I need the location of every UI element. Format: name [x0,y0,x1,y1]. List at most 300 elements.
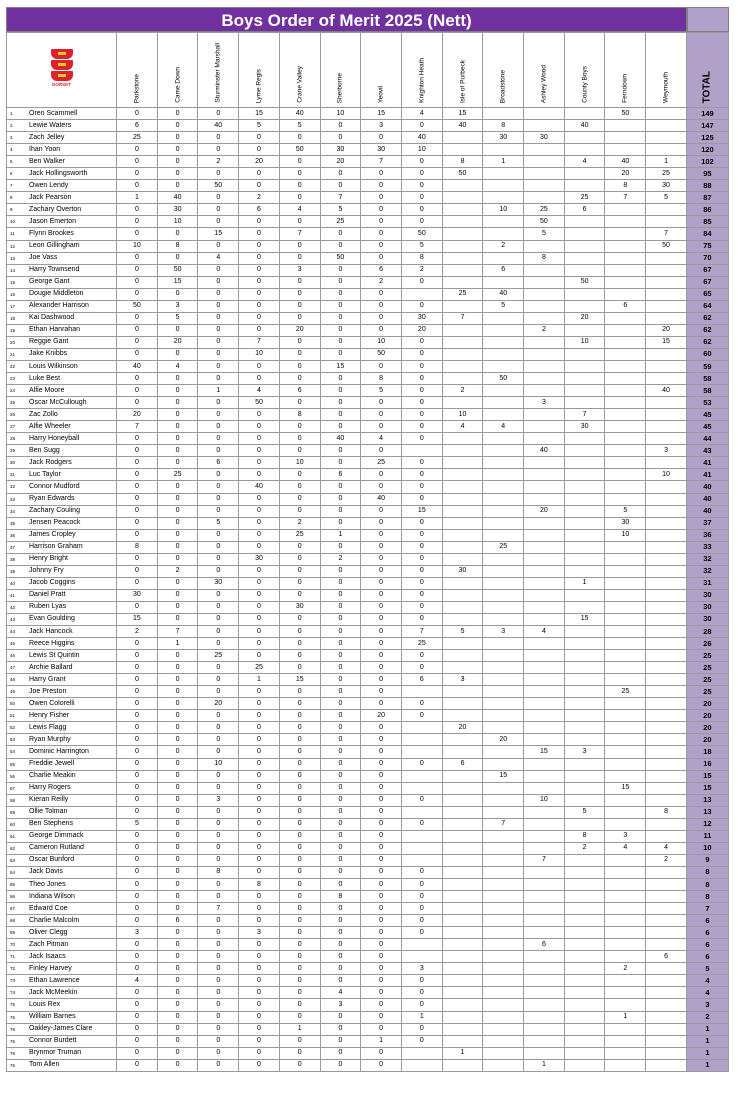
rank-number: 43 [10,616,16,622]
score-cell [442,806,483,818]
total-cell: 7 [686,903,728,915]
score-cell: 0 [239,722,280,734]
score-cell: 6 [157,915,198,927]
player-cell [7,746,117,758]
score-cell: 0 [198,553,239,565]
score-cell [524,758,565,770]
score-cell: 0 [157,1047,198,1059]
score-cell [483,565,524,577]
score-cell [605,348,646,360]
score-cell [564,240,605,252]
score-cell: 3 [279,264,320,276]
score-cell [483,927,524,939]
score-cell: 0 [198,108,239,120]
score-cell: 0 [320,348,361,360]
score-cell [564,517,605,529]
score-cell: 0 [239,794,280,806]
score-cell: 0 [198,638,239,650]
score-cell: 0 [401,601,442,613]
score-cell: 0 [320,830,361,842]
rank-number: 3 [10,135,13,141]
score-cell: 0 [320,866,361,878]
total-cell: 40 [686,493,728,505]
score-cell: 0 [157,674,198,686]
score-cell [524,842,565,854]
score-cell: 4 [401,108,442,120]
score-cell: 5 [564,806,605,818]
score-cell: 0 [198,674,239,686]
score-cell: 0 [401,156,442,168]
score-cell: 0 [198,1047,239,1059]
rank-number: 18 [10,315,16,321]
score-cell [646,529,687,541]
score-cell: 15 [320,360,361,372]
score-cell: 30 [524,132,565,144]
score-cell: 7 [646,228,687,240]
score-cell [483,577,524,589]
score-cell: 0 [117,445,158,457]
score-cell: 50 [442,168,483,180]
table-row [7,589,729,601]
score-cell: 0 [320,903,361,915]
score-cell: 0 [239,613,280,625]
score-cell: 0 [279,975,320,987]
score-cell: 0 [279,565,320,577]
score-cell: 0 [320,674,361,686]
score-cell: 0 [117,951,158,963]
score-cell: 15 [483,770,524,782]
rank-number: 5 [10,159,13,165]
score-cell: 0 [117,1011,158,1023]
score-cell [483,445,524,457]
total-cell: 67 [686,276,728,288]
score-cell: 40 [320,433,361,445]
score-cell [524,866,565,878]
score-cell: 0 [239,360,280,372]
player-name: Jensen Peacock [29,519,81,527]
score-cell: 3 [117,927,158,939]
player-cell [7,577,117,589]
score-cell: 0 [279,927,320,939]
score-cell: 0 [117,577,158,589]
score-cell: 20 [279,324,320,336]
total-cell: 15 [686,782,728,794]
total-cell: 41 [686,469,728,481]
score-cell: 0 [320,421,361,433]
player-name: Alexander Harrison [29,302,89,310]
column-header-label: Broadstone [499,69,507,103]
player-cell [7,710,117,722]
score-cell [605,999,646,1011]
rank-number: 49 [10,689,16,695]
score-cell: 5 [483,300,524,312]
score-cell: 0 [279,192,320,204]
score-cell [483,252,524,264]
score-cell [646,746,687,758]
score-cell [564,903,605,915]
column-header [239,33,280,108]
score-cell: 10 [279,457,320,469]
score-cell [524,879,565,891]
table-row [7,288,729,300]
column-header-label: Weymouth [662,72,670,103]
score-cell [605,589,646,601]
score-cell [564,915,605,927]
score-cell: 0 [157,481,198,493]
total-cell: 1 [686,1023,728,1035]
score-cell: 0 [239,963,280,975]
score-cell [564,963,605,975]
score-cell [646,1035,687,1047]
score-cell: 0 [239,842,280,854]
rank-number: 16 [10,291,16,297]
score-cell [605,541,646,553]
score-cell: 0 [361,722,402,734]
score-cell: 7 [524,854,565,866]
score-cell: 0 [361,541,402,553]
score-cell: 10 [198,758,239,770]
score-cell: 40 [157,192,198,204]
player-name: Oakley-James Clare [29,1025,93,1033]
table-row [7,1059,729,1071]
score-cell [442,866,483,878]
score-cell [564,999,605,1011]
score-cell: 6 [117,120,158,132]
table-row [7,276,729,288]
table-row [7,879,729,891]
score-cell: 0 [361,698,402,710]
score-cell: 0 [401,698,442,710]
total-cell: 40 [686,481,728,493]
score-cell: 0 [239,240,280,252]
score-cell [442,397,483,409]
score-cell: 0 [198,541,239,553]
score-cell: 0 [117,204,158,216]
score-cell: 0 [239,999,280,1011]
score-cell: 0 [361,842,402,854]
player-cell [7,842,117,854]
score-cell: 0 [361,891,402,903]
total-cell: 58 [686,385,728,397]
score-cell [605,385,646,397]
score-cell: 0 [279,987,320,999]
score-cell: 4 [524,626,565,638]
score-cell: 10 [564,336,605,348]
player-cell [7,565,117,577]
score-cell: 0 [320,746,361,758]
total-header-label: TOTAL [701,70,713,103]
player-cell [7,529,117,541]
table-row [7,891,729,903]
rank-number: 32 [10,484,16,490]
player-name: Henry Fisher [29,711,70,719]
score-cell [442,987,483,999]
score-cell: 15 [361,108,402,120]
player-name: Lewie Waters [29,121,72,129]
score-cell: 8 [361,373,402,385]
score-cell: 4 [442,421,483,433]
score-cell: 0 [117,288,158,300]
score-cell: 0 [401,120,442,132]
rank-number: 38 [10,556,16,562]
score-cell [564,951,605,963]
player-cell [7,373,117,385]
score-cell: 25 [320,216,361,228]
score-cell: 1 [605,1011,646,1023]
player-cell [7,613,117,625]
score-cell [646,517,687,529]
score-cell: 0 [239,312,280,324]
score-cell: 4 [320,987,361,999]
score-cell: 0 [157,927,198,939]
score-cell: 0 [157,385,198,397]
rank-number: 13 [10,255,16,261]
score-cell: 0 [198,951,239,963]
score-cell: 0 [157,866,198,878]
rank-number: 46 [10,653,16,659]
score-cell [524,951,565,963]
rank-number: 54 [10,749,16,755]
score-cell: 0 [239,180,280,192]
score-cell: 0 [279,698,320,710]
score-cell: 0 [157,421,198,433]
score-cell: 0 [117,348,158,360]
score-cell: 0 [239,698,280,710]
score-cell: 0 [239,421,280,433]
score-cell: 30 [157,204,198,216]
score-cell: 0 [117,650,158,662]
score-cell [524,348,565,360]
player-cell [7,204,117,216]
rank-number: 34 [10,508,16,514]
score-cell [564,397,605,409]
score-cell: 0 [239,951,280,963]
score-cell: 8 [320,891,361,903]
score-cell: 0 [198,397,239,409]
score-cell [483,698,524,710]
score-cell: 1 [524,1059,565,1071]
rank-number: 36 [10,532,16,538]
player-name: Daniel Pratt [29,591,66,599]
score-cell: 0 [279,939,320,951]
score-cell: 0 [361,180,402,192]
score-cell: 0 [157,746,198,758]
score-cell [524,638,565,650]
score-cell [646,674,687,686]
score-cell: 5 [117,818,158,830]
score-cell [442,734,483,746]
score-cell: 0 [279,626,320,638]
player-cell [7,493,117,505]
score-cell: 0 [279,348,320,360]
player-cell [7,120,117,132]
score-cell: 0 [157,770,198,782]
score-cell: 0 [157,854,198,866]
score-cell: 0 [198,288,239,300]
table-row [7,987,729,999]
score-cell: 0 [361,903,402,915]
total-cell: 8 [686,866,728,878]
score-cell [524,999,565,1011]
score-cell [524,493,565,505]
score-cell: 0 [117,433,158,445]
rank-number: 68 [10,918,16,924]
score-cell: 0 [361,915,402,927]
score-cell [483,433,524,445]
score-cell [401,806,442,818]
score-cell [646,252,687,264]
score-cell: 0 [320,818,361,830]
score-cell [483,1035,524,1047]
total-cell: 11 [686,830,728,842]
total-cell: 2 [686,1011,728,1023]
score-cell: 0 [157,445,198,457]
player-name: Finley Harvey [29,964,72,972]
score-cell: 0 [320,963,361,975]
score-cell [564,360,605,372]
player-name: Reggie Gant [29,338,69,346]
score-cell: 7 [605,192,646,204]
score-cell [564,891,605,903]
player-name: Zac Zollo [29,410,58,418]
table-row [7,312,729,324]
score-cell: 0 [117,276,158,288]
score-cell: 0 [361,601,402,613]
score-cell [483,529,524,541]
score-cell [442,505,483,517]
score-cell [605,626,646,638]
score-cell [564,385,605,397]
score-cell: 0 [361,613,402,625]
score-cell [401,1047,442,1059]
score-cell: 0 [239,433,280,445]
score-cell: 50 [239,397,280,409]
score-cell: 0 [157,903,198,915]
rank-number: 67 [10,906,16,912]
score-cell: 0 [198,879,239,891]
total-cell: 12 [686,818,728,830]
player-cell [7,891,117,903]
score-cell: 0 [117,312,158,324]
score-cell: 15 [646,336,687,348]
score-cell: 0 [239,264,280,276]
score-cell: 50 [117,300,158,312]
score-cell [442,698,483,710]
score-cell [524,722,565,734]
score-cell [646,638,687,650]
score-cell: 20 [239,156,280,168]
score-cell [605,324,646,336]
score-cell: 0 [239,469,280,481]
score-cell: 0 [361,734,402,746]
table-row [7,794,729,806]
score-cell: 0 [157,722,198,734]
score-cell: 0 [361,397,402,409]
table-row [7,674,729,686]
score-cell: 0 [279,541,320,553]
score-cell [442,770,483,782]
score-cell: 0 [279,505,320,517]
score-cell [442,963,483,975]
score-cell: 0 [239,493,280,505]
score-cell [564,1035,605,1047]
score-cell: 40 [442,120,483,132]
score-cell: 0 [117,216,158,228]
player-name: Oscar McCullough [29,398,87,406]
table-row [7,481,729,493]
score-cell: 0 [198,854,239,866]
score-cell: 2 [320,553,361,565]
score-cell [483,854,524,866]
score-cell [564,144,605,156]
score-cell: 0 [279,132,320,144]
score-cell: 0 [239,939,280,951]
player-cell [7,553,117,565]
score-cell: 0 [198,300,239,312]
score-cell: 0 [239,650,280,662]
score-cell [605,288,646,300]
total-cell: 40 [686,505,728,517]
score-cell: 15 [524,746,565,758]
score-cell [564,650,605,662]
score-cell [646,782,687,794]
total-cell: 60 [686,348,728,360]
total-cell: 20 [686,710,728,722]
score-cell [524,409,565,421]
score-cell [605,312,646,324]
rank-number: 19 [10,327,16,333]
score-cell [442,373,483,385]
score-cell: 0 [401,373,442,385]
player-cell [7,1059,117,1071]
total-cell: 25 [686,650,728,662]
score-cell: 0 [157,975,198,987]
score-cell [442,854,483,866]
player-cell [7,662,117,674]
score-cell: 0 [198,348,239,360]
score-cell: 0 [279,445,320,457]
player-name: Oscar Bunford [29,856,75,864]
player-name: Jason Emerton [29,217,77,225]
score-cell [605,879,646,891]
score-cell: 8 [279,409,320,421]
player-name: Leon Gillingham [29,242,80,250]
score-cell [646,975,687,987]
score-cell: 7 [279,228,320,240]
score-cell [564,987,605,999]
score-cell: 0 [157,288,198,300]
score-cell: 0 [361,806,402,818]
score-cell: 20 [646,324,687,336]
score-cell [442,1023,483,1035]
rank-number: 7 [10,183,13,189]
score-cell: 0 [279,577,320,589]
score-cell: 0 [117,662,158,674]
player-cell [7,915,117,927]
score-cell [605,951,646,963]
player-cell [7,445,117,457]
rank-number: 73 [10,978,16,984]
score-cell [564,180,605,192]
score-cell: 0 [401,794,442,806]
player-name: Jack Pearson [29,193,72,201]
score-cell: 0 [157,686,198,698]
score-cell [483,457,524,469]
score-cell: 0 [198,493,239,505]
score-cell [483,168,524,180]
table-row [7,1011,729,1023]
player-cell [7,674,117,686]
